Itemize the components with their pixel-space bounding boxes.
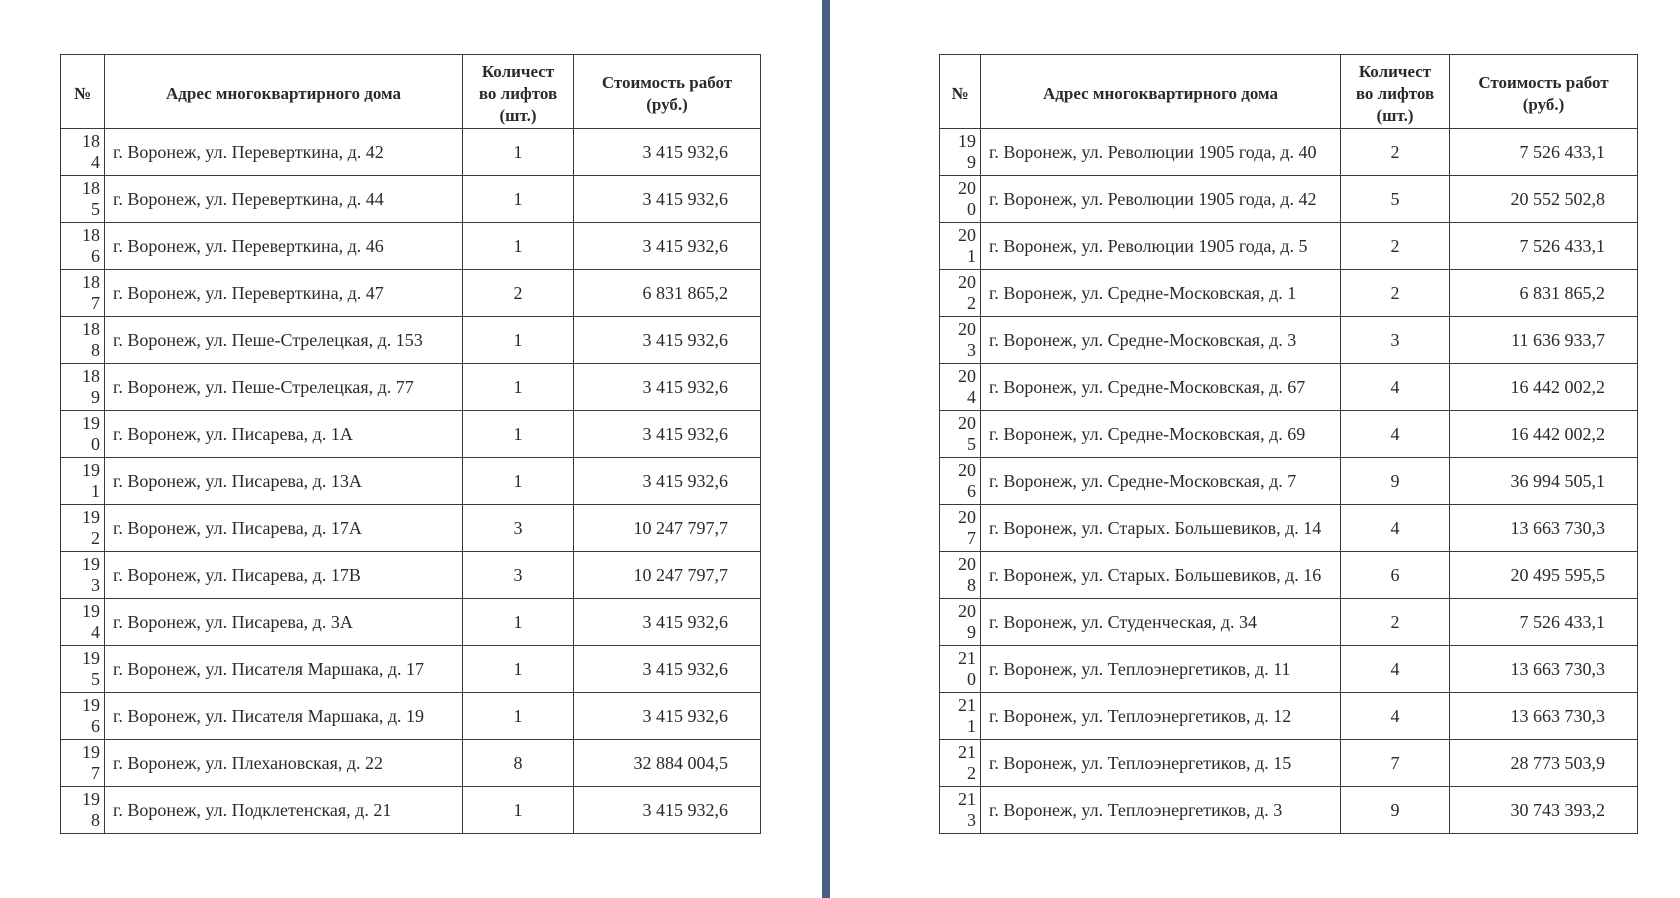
row-number [61, 458, 105, 505]
row-address: г. Воронеж, ул. Средне-Московская, д. 3 [981, 317, 1341, 364]
row-number [940, 505, 981, 552]
table-row [940, 223, 1638, 270]
row-cost: 10 247 797,7 [574, 505, 761, 552]
header-qty [463, 55, 574, 129]
row-number-part: 9 [967, 152, 976, 172]
row-address: г. Воронеж, ул. Переверткина, д. 44 [105, 176, 463, 223]
row-number-part: 19 [82, 742, 100, 762]
row-number-part: 2 [91, 528, 100, 548]
row-address: г. Воронеж, ул. Теплоэнергетиков, д. 12 [981, 693, 1341, 740]
row-cost: 3 415 932,6 [574, 411, 761, 458]
table-row [61, 176, 761, 223]
row-number-part: 19 [82, 460, 100, 480]
header-cost-line: Стоимость работ [1478, 72, 1609, 92]
table-row [61, 317, 761, 364]
row-number-part: 4 [967, 387, 976, 407]
row-number-part: 6 [967, 481, 976, 501]
row-cost: 13 663 730,3 [1450, 646, 1638, 693]
row-address: г. Воронеж, ул. Пеше-Стрелецкая, д. 153 [105, 317, 463, 364]
row-number-part: 5 [91, 199, 100, 219]
row-cost: 3 415 932,6 [574, 458, 761, 505]
header-qty-line: Количест [1358, 61, 1432, 81]
row-lift-count: 6 [1341, 552, 1450, 599]
table-row [940, 693, 1638, 740]
row-lift-count: 9 [1341, 787, 1450, 834]
row-lift-count: 1 [463, 223, 574, 270]
row-address: г. Воронеж, ул. Теплоэнергетиков, д. 15 [981, 740, 1341, 787]
row-number [61, 317, 105, 364]
table-row [940, 458, 1638, 505]
row-cost: 7 526 433,1 [1450, 599, 1638, 646]
table-row [61, 411, 761, 458]
row-number-part: 20 [958, 225, 976, 245]
row-address: г. Воронеж, ул. Революции 1905 года, д. 40 [981, 129, 1341, 176]
row-number-part: 0 [967, 199, 976, 219]
row-lift-count: 4 [1341, 693, 1450, 740]
table-row [940, 552, 1638, 599]
lift-table-left [60, 54, 761, 834]
row-cost: 13 663 730,3 [1450, 693, 1638, 740]
row-cost: 3 415 932,6 [574, 317, 761, 364]
table-row [940, 740, 1638, 787]
row-address: г. Воронеж, ул. Писателя Маршака, д. 17 [105, 646, 463, 693]
row-number-part: 5 [91, 669, 100, 689]
table-row [940, 599, 1638, 646]
row-address: г. Воронеж, ул. Средне-Московская, д. 69 [981, 411, 1341, 458]
table-row [940, 646, 1638, 693]
row-number-part: 18 [82, 366, 100, 386]
table-row [940, 317, 1638, 364]
row-lift-count: 7 [1341, 740, 1450, 787]
row-number-part: 3 [967, 340, 976, 360]
row-cost: 3 415 932,6 [574, 787, 761, 834]
row-lift-count: 1 [463, 411, 574, 458]
row-number [61, 552, 105, 599]
row-cost: 3 415 932,6 [574, 693, 761, 740]
row-number [61, 129, 105, 176]
header-cost-line: (руб.) [646, 94, 688, 114]
row-number-part: 19 [82, 601, 100, 621]
row-lift-count: 4 [1341, 411, 1450, 458]
row-address: г. Воронеж, ул. Писарева, д. 1А [105, 411, 463, 458]
table-row [61, 129, 761, 176]
table-row [61, 223, 761, 270]
row-cost: 7 526 433,1 [1450, 223, 1638, 270]
row-cost: 3 415 932,6 [574, 364, 761, 411]
row-number [940, 411, 981, 458]
row-cost: 3 415 932,6 [574, 599, 761, 646]
row-number [940, 364, 981, 411]
row-lift-count: 9 [1341, 458, 1450, 505]
table-row [61, 458, 761, 505]
header-num: № [61, 55, 105, 129]
row-cost: 6 831 865,2 [1450, 270, 1638, 317]
row-lift-count: 3 [463, 505, 574, 552]
row-lift-count: 2 [1341, 270, 1450, 317]
row-number [940, 317, 981, 364]
row-number-part: 9 [967, 622, 976, 642]
row-address: г. Воронеж, ул. Старых. Большевиков, д. 14 [981, 505, 1341, 552]
row-address: г. Воронеж, ул. Революции 1905 года, д. 5 [981, 223, 1341, 270]
row-number [61, 411, 105, 458]
row-lift-count: 1 [463, 364, 574, 411]
row-lift-count: 1 [463, 129, 574, 176]
row-lift-count: 3 [463, 552, 574, 599]
row-number-part: 20 [958, 460, 976, 480]
row-number-part: 19 [82, 648, 100, 668]
row-cost: 7 526 433,1 [1450, 129, 1638, 176]
row-lift-count: 2 [1341, 223, 1450, 270]
row-number-part: 18 [82, 178, 100, 198]
row-address: г. Воронеж, ул. Писателя Маршака, д. 19 [105, 693, 463, 740]
row-cost: 3 415 932,6 [574, 176, 761, 223]
row-number [940, 740, 981, 787]
row-number [940, 599, 981, 646]
row-number-part: 19 [82, 789, 100, 809]
row-address: г. Воронеж, ул. Теплоэнергетиков, д. 3 [981, 787, 1341, 834]
row-address: г. Воронеж, ул. Переверткина, д. 47 [105, 270, 463, 317]
row-lift-count: 5 [1341, 176, 1450, 223]
row-lift-count: 1 [463, 787, 574, 834]
row-cost: 3 415 932,6 [574, 129, 761, 176]
row-number-part: 4 [91, 622, 100, 642]
row-address: г. Воронеж, ул. Переверткина, д. 46 [105, 223, 463, 270]
header-qty-line: во лифтов [1355, 83, 1435, 103]
row-number-part: 7 [91, 293, 100, 313]
row-cost: 6 831 865,2 [574, 270, 761, 317]
row-number-part: 7 [91, 763, 100, 783]
row-address: г. Воронеж, ул. Средне-Московская, д. 67 [981, 364, 1341, 411]
row-cost: 36 994 505,1 [1450, 458, 1638, 505]
row-number-part: 19 [82, 413, 100, 433]
row-number-part: 20 [958, 601, 976, 621]
row-lift-count: 3 [1341, 317, 1450, 364]
row-number-part: 8 [91, 340, 100, 360]
row-number-part: 2 [967, 763, 976, 783]
table-row [940, 505, 1638, 552]
table-header-row [940, 55, 1638, 129]
row-lift-count: 4 [1341, 364, 1450, 411]
row-cost: 13 663 730,3 [1450, 505, 1638, 552]
row-address: г. Воронеж, ул. Студенческая, д. 34 [981, 599, 1341, 646]
row-cost: 28 773 503,9 [1450, 740, 1638, 787]
table-row [61, 599, 761, 646]
row-number-part: 18 [82, 272, 100, 292]
row-lift-count: 4 [1341, 646, 1450, 693]
row-number-part: 21 [958, 648, 976, 668]
table-row [940, 270, 1638, 317]
table-row [940, 787, 1638, 834]
header-qty-line: (шт.) [1376, 105, 1414, 125]
header-address: Адрес многоквартирного дома [981, 55, 1341, 129]
row-cost: 11 636 933,7 [1450, 317, 1638, 364]
row-lift-count: 1 [463, 176, 574, 223]
row-number-part: 20 [958, 272, 976, 292]
row-lift-count: 2 [463, 270, 574, 317]
row-address: г. Воронеж, ул. Пеше-Стрелецкая, д. 77 [105, 364, 463, 411]
row-lift-count: 1 [463, 693, 574, 740]
row-number [940, 129, 981, 176]
row-number-part: 19 [82, 507, 100, 527]
row-lift-count: 4 [1341, 505, 1450, 552]
row-number-part: 7 [967, 528, 976, 548]
table-row [940, 411, 1638, 458]
table-row [940, 176, 1638, 223]
row-number [61, 364, 105, 411]
row-number-part: 20 [958, 413, 976, 433]
row-number-part: 8 [91, 810, 100, 830]
row-number [61, 599, 105, 646]
row-cost: 3 415 932,6 [574, 646, 761, 693]
row-number-part: 8 [967, 575, 976, 595]
row-lift-count: 1 [463, 646, 574, 693]
row-number-part: 1 [967, 246, 976, 266]
row-address: г. Воронеж, ул. Средне-Московская, д. 1 [981, 270, 1341, 317]
row-address: г. Воронеж, ул. Подклетенская, д. 21 [105, 787, 463, 834]
header-num: № [940, 55, 981, 129]
row-number [940, 787, 981, 834]
row-number [940, 693, 981, 740]
row-number-part: 21 [958, 742, 976, 762]
row-number-part: 18 [82, 131, 100, 151]
row-number-part: 19 [958, 131, 976, 151]
row-number-part: 3 [91, 575, 100, 595]
page-divider [822, 0, 830, 898]
row-number-part: 18 [82, 319, 100, 339]
row-cost: 20 495 595,5 [1450, 552, 1638, 599]
row-number-part: 18 [82, 225, 100, 245]
row-number-part: 0 [91, 434, 100, 454]
row-number-part: 20 [958, 507, 976, 527]
row-address: г. Воронеж, ул. Теплоэнергетиков, д. 11 [981, 646, 1341, 693]
row-number [940, 552, 981, 599]
row-number-part: 6 [91, 716, 100, 736]
row-number-part: 2 [967, 293, 976, 313]
row-number-part: 20 [958, 366, 976, 386]
table-row [61, 552, 761, 599]
row-number-part: 9 [91, 387, 100, 407]
row-number [61, 270, 105, 317]
table-row [61, 364, 761, 411]
row-number-part: 0 [967, 669, 976, 689]
row-number [61, 176, 105, 223]
header-address: Адрес многоквартирного дома [105, 55, 463, 129]
table-body-right [940, 129, 1638, 834]
row-number [61, 740, 105, 787]
table-row [61, 693, 761, 740]
header-qty-line: (шт.) [499, 105, 537, 125]
row-cost: 10 247 797,7 [574, 552, 761, 599]
row-address: г. Воронеж, ул. Писарева, д. 17А [105, 505, 463, 552]
header-cost [574, 55, 761, 129]
header-qty-line: во лифтов [478, 83, 558, 103]
row-number-part: 19 [82, 695, 100, 715]
row-address: г. Воронеж, ул. Старых. Большевиков, д. 16 [981, 552, 1341, 599]
row-cost: 20 552 502,8 [1450, 176, 1638, 223]
row-number [940, 176, 981, 223]
row-number-part: 20 [958, 319, 976, 339]
table-header-row [61, 55, 761, 129]
row-lift-count: 1 [463, 599, 574, 646]
lift-table-right [939, 54, 1638, 834]
header-cost-line: (руб.) [1522, 94, 1565, 114]
row-number [61, 646, 105, 693]
row-address: г. Воронеж, ул. Писарева, д. 17В [105, 552, 463, 599]
row-address: г. Воронеж, ул. Переверткина, д. 42 [105, 129, 463, 176]
table-row [61, 787, 761, 834]
row-cost: 32 884 004,5 [574, 740, 761, 787]
row-number-part: 21 [958, 789, 976, 809]
row-address: г. Воронеж, ул. Средне-Московская, д. 7 [981, 458, 1341, 505]
row-number-part: 20 [958, 554, 976, 574]
row-address: г. Воронеж, ул. Революции 1905 года, д. 42 [981, 176, 1341, 223]
row-number [61, 787, 105, 834]
row-lift-count: 2 [1341, 599, 1450, 646]
row-address: г. Воронеж, ул. Плехановская, д. 22 [105, 740, 463, 787]
row-number-part: 21 [958, 695, 976, 715]
table-row [940, 364, 1638, 411]
row-number [61, 505, 105, 552]
header-cost-line: Стоимость работ [601, 72, 733, 92]
row-cost: 3 415 932,6 [574, 223, 761, 270]
row-number [61, 693, 105, 740]
table-row [61, 740, 761, 787]
row-cost: 16 442 002,2 [1450, 411, 1638, 458]
row-number-part: 3 [967, 810, 976, 830]
row-number-part: 5 [967, 434, 976, 454]
table-row [940, 129, 1638, 176]
row-address: г. Воронеж, ул. Писарева, д. 3А [105, 599, 463, 646]
row-lift-count: 1 [463, 317, 574, 364]
row-address: г. Воронеж, ул. Писарева, д. 13А [105, 458, 463, 505]
row-lift-count: 1 [463, 458, 574, 505]
row-cost: 30 743 393,2 [1450, 787, 1638, 834]
row-number [61, 223, 105, 270]
row-number-part: 1 [967, 716, 976, 736]
row-number-part: 19 [82, 554, 100, 574]
row-number [940, 458, 981, 505]
row-number [940, 270, 981, 317]
row-number-part: 4 [91, 152, 100, 172]
table-row [61, 646, 761, 693]
row-cost: 16 442 002,2 [1450, 364, 1638, 411]
header-cost [1450, 55, 1638, 129]
row-number [940, 646, 981, 693]
header-qty-line: Количест [481, 61, 555, 81]
table-row [61, 270, 761, 317]
row-number-part: 6 [91, 246, 100, 266]
row-lift-count: 8 [463, 740, 574, 787]
row-number-part: 20 [958, 178, 976, 198]
table-row [61, 505, 761, 552]
header-qty [1341, 55, 1450, 129]
row-number [940, 223, 981, 270]
table-body-left [61, 129, 761, 834]
row-lift-count: 2 [1341, 129, 1450, 176]
row-number-part: 1 [91, 481, 100, 501]
